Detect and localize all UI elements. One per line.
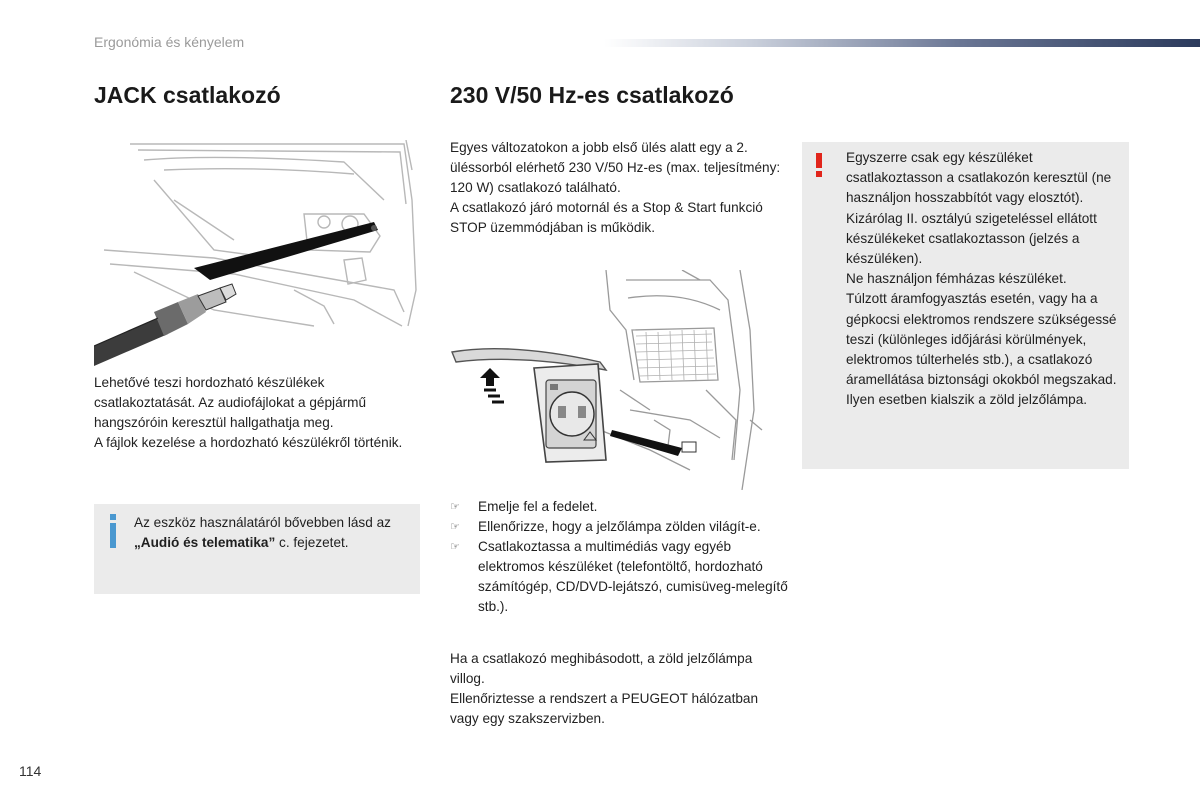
info-text-link: „Audió és telematika” [134, 535, 276, 550]
socket230-paragraph: Egyes változatokon a jobb első ülés alatt egy a 2. üléssorból elérhető 230 V/50 Hz-es (max. teljesítmény: 120 W) csatlakozó található. [450, 140, 781, 195]
info-text-after: c. fejezetet. [275, 535, 349, 550]
step-text: Emelje fel a fedelet. [478, 499, 598, 514]
warning-paragraph: Túlzott áramfogyasztás esetén, vagy ha a gépkocsi elektromos rendszere szükségessé teszi (különleges időjárási körülmények, elektromos túlterhelés stb.), a csatlakozó áramellátása biztonsági okokból megszakad. Ilyen esetben kialszik a zöld jelzőlámpa. [846, 291, 1117, 408]
page-number: 114 [19, 763, 42, 779]
pointing-hand-icon: ☞ [450, 541, 460, 553]
list-item [450, 537, 790, 617]
warning-paragraph: Egyszerre csak egy készüléket csatlakoztasson a csatlakozón keresztül (ne használjon hosszabbítót vagy elosztót). [846, 150, 1112, 206]
pointing-hand-icon: ☞ [450, 501, 460, 513]
step-text: Csatlakoztassa a multimédiás vagy egyéb elektromos készüléket (telefontöltő, hordozható számítógép, CD/DVD-lejátszó, cumisüveg-melegítő stb.). [478, 539, 788, 614]
step-text: Ellenőrizze, hogy a jelzőlámpa zölden világít-e. [478, 519, 761, 534]
warning-box [802, 142, 1129, 469]
socket230-title: 230 V/50 Hz-es csatlakozó [450, 82, 734, 108]
steps-list [450, 497, 790, 617]
jack-title: JACK csatlakozó [94, 82, 281, 108]
info-text-before: Az eszköz használatáról bővebben lásd az [134, 515, 391, 530]
jack-paragraph: A fájlok kezelése a hordozható készülékről történik. [94, 435, 403, 450]
info-text [134, 513, 414, 553]
list-item [450, 497, 790, 517]
failure-notes [450, 649, 770, 729]
list-item [450, 517, 790, 537]
jack-description [94, 373, 424, 453]
socket230-intro [450, 138, 790, 238]
warning-text [846, 148, 1126, 411]
failure-paragraph: Ha a csatlakozó meghibásodott, a zöld jelzőlámpa villog. [450, 651, 753, 686]
header-bar [604, 39, 1200, 47]
section-label: Ergonómia és kényelem [94, 34, 245, 50]
jack-paragraph: Lehetővé teszi hordozható készülékek csatlakoztatását. Az audiofájlokat a gépjármű hangszóróin keresztül hallgathatja meg. [94, 375, 367, 430]
jack-illustration [94, 140, 420, 366]
socket230-paragraph: A csatlakozó járó motornál és a Stop & Start funkció STOP üzemmódjában is működik. [450, 200, 763, 235]
info-box [94, 504, 420, 594]
pointing-hand-icon: ☞ [450, 521, 460, 533]
socket230-illustration [450, 270, 772, 490]
failure-paragraph: Ellenőriztesse a rendszert a PEUGEOT hálózatban vagy egy szakszervizben. [450, 691, 759, 726]
warning-paragraph: Kizárólag II. osztályú szigeteléssel ellátott készülékeket csatlakoztasson (jelzés a készüléken). [846, 210, 1097, 267]
info-icon [108, 514, 118, 548]
warning-icon [814, 153, 824, 177]
warning-paragraph: Ne használjon fémházas készüléket. [846, 271, 1067, 287]
